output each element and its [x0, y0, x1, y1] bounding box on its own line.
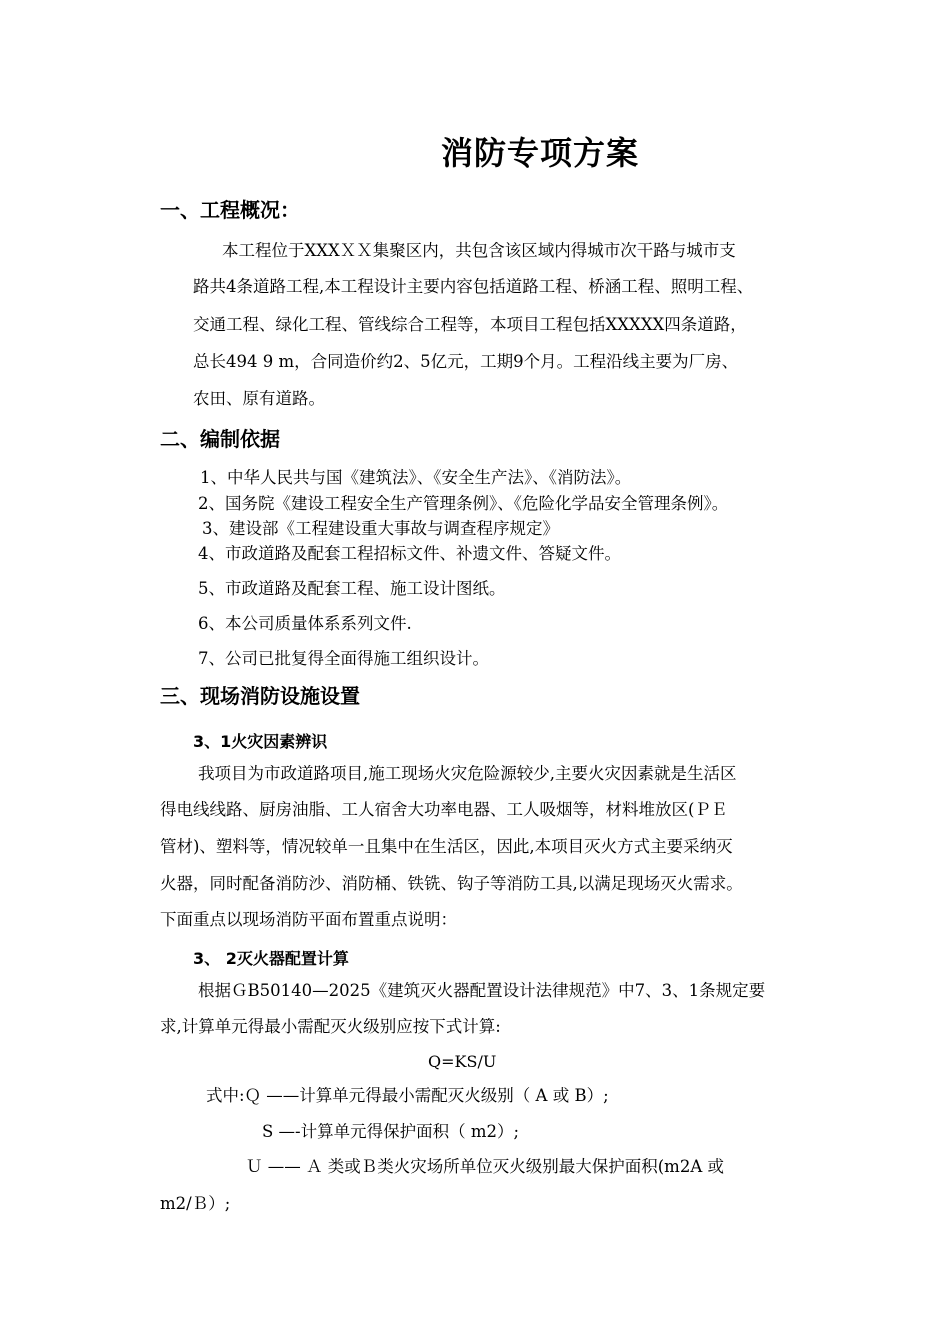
subsection-heading-fire-factors: 3、1火灾因素辨识 [193, 732, 328, 751]
paragraph-line: 本工程位于XXXＸＸ集聚区内，共包含该区域内得城市次干路与城市支 [222, 241, 736, 260]
paragraph-line: 下面重点以现场消防平面布置重点说明： [160, 910, 457, 929]
list-item: 5、市政道路及配套工程、施工设计图纸。 [198, 579, 506, 598]
formula-definition: Ｕ —— Ａ 类或Ｂ类火灾场所单位灭火级别最大保护面积(m2A 或 [246, 1157, 724, 1176]
paragraph-line: 路共4条道路工程,本工程设计主要内容包括道路工程、桥涵工程、照明工程、 [193, 277, 754, 296]
paragraph-line: 农田、原有道路。 [193, 389, 325, 408]
list-item: 4、市政道路及配套工程招标文件、补遗文件、答疑文件。 [198, 544, 621, 563]
section-heading-facilities: 三、现场消防设施设置 [160, 684, 360, 708]
formula-definition: S —-计算单元得保护面积（ m2）; [262, 1122, 520, 1141]
list-item: 1、中华人民共与国《建筑法》、《安全生产法》、《消防法》。 [200, 468, 632, 487]
subsection-heading-extinguisher-calc: 3、 2灭火器配置计算 [193, 949, 349, 968]
paragraph-line: 火器，同时配备消防沙、消防桶、铁铣、钩子等消防工具,以满足现场灭火需求。 [160, 874, 743, 893]
formula-definition: m2/Ｂ）; [160, 1194, 231, 1213]
list-item: 6、本公司质量体系系列文件. [198, 614, 412, 633]
list-item: 3、建设部《工程建设重大事故与调查程序规定》 [202, 519, 559, 538]
formula-definition: 式中:Ｑ ——计算单元得最小需配灭火级别（ A 或 B）; [206, 1086, 609, 1105]
section-heading-basis: 二、编制依据 [160, 427, 280, 451]
paragraph-line: 我项目为市政道路项目,施工现场火灾危险源较少,主要火灾因素就是生活区 [198, 764, 737, 783]
paragraph-line: 交通工程、绿化工程、管线综合工程等，本项目工程包括XXXXX四条道路， [193, 315, 747, 334]
list-item: 7、公司已批复得全面得施工组织设计。 [198, 649, 489, 668]
paragraph-line: 得电线线路、厨房油脂、工人宿舍大功率电器、工人吸烟等，材料堆放区(ＰＥ [160, 800, 728, 819]
list-item: 2、国务院《建设工程安全生产管理条例》、《危险化学品安全管理条例》。 [198, 494, 729, 513]
document-title: 消防专项方案 [440, 134, 639, 172]
paragraph-line: 总长494 9 m，合同造价约2、5亿元，工期9个月。工程沿线主要为厂房、 [193, 352, 739, 371]
paragraph-line: 根据ＧB50140—2025《建筑灭火器配置设计法律规范》中7、3、1条规定要 [198, 981, 766, 1000]
paragraph-line: 求,计算单元得最小需配灭火级别应按下式计算: [160, 1017, 501, 1036]
paragraph-line: 管材)、塑料等，情况较单一且集中在生活区，因此,本项目灭火方式主要采纳灭 [160, 837, 733, 856]
formula: Q=KS/U [428, 1052, 497, 1071]
section-heading-overview: 一、工程概况： [160, 198, 300, 222]
